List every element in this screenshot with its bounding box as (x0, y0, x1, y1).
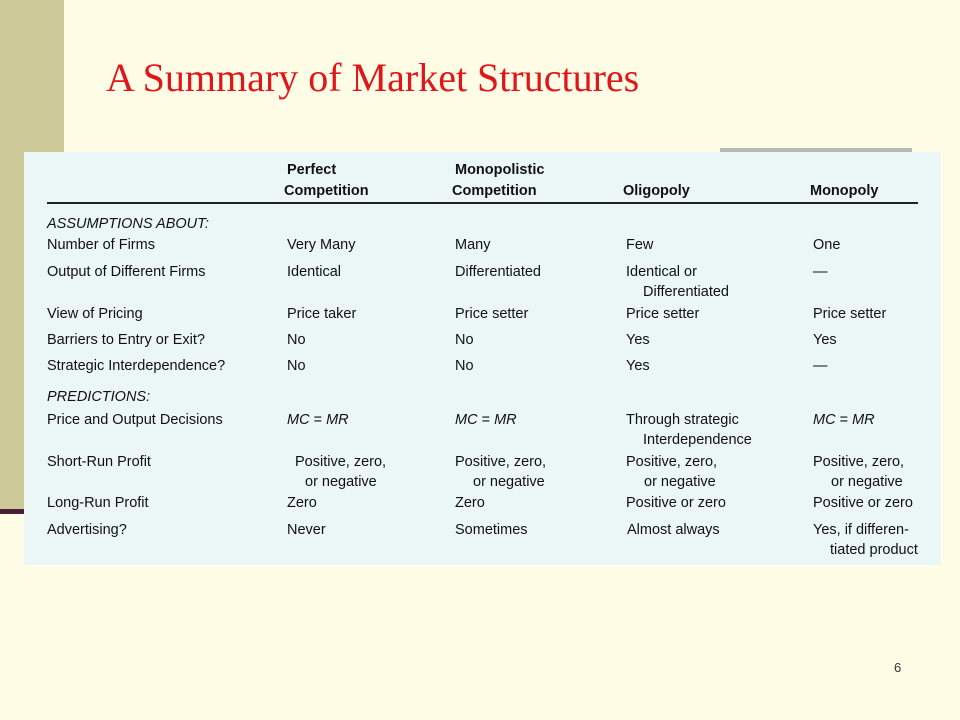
row-label: Number of Firms (47, 237, 155, 253)
table-cell: Differentiated (455, 264, 541, 280)
row-label: Long-Run Profit (47, 495, 149, 511)
page-number: 6 (894, 660, 902, 675)
table-cell: Very Many (287, 237, 356, 253)
section-heading-assumptions: ASSUMPTIONS ABOUT: (47, 216, 209, 232)
table-cell: Positive, zero, (295, 454, 387, 470)
header-rule (47, 202, 918, 204)
row-label: Barriers to Entry or Exit? (47, 332, 205, 348)
table-cell: — (813, 358, 828, 374)
column-header-monopoly: Monopoly (810, 183, 879, 199)
table-cell: Positive, zero, (626, 454, 718, 470)
table-cell: Positive or zero (626, 495, 726, 511)
slide-title: A Summary of Market Structures (106, 55, 640, 100)
table-cell: Yes (626, 358, 650, 374)
table-cell: Sometimes (455, 522, 528, 538)
table-cell: Price setter (813, 306, 887, 322)
table-cell: Identical or (626, 264, 697, 280)
table-cell: No (287, 332, 306, 348)
table-cell: Zero (455, 495, 485, 511)
table-cell: Yes, if differen- (813, 522, 909, 538)
table-cell: or negative (644, 474, 716, 490)
column-header-oligopoly: Oligopoly (623, 183, 690, 199)
table-cell: Interdependence (643, 432, 752, 448)
table-cell: Positive, zero, (455, 454, 547, 470)
column-header-monopolistic-competition: Competition (452, 183, 537, 199)
table-cell: Identical (287, 264, 342, 280)
section-heading-predictions: PREDICTIONS: (47, 389, 151, 405)
table-cell: Yes (813, 332, 837, 348)
column-header-monopolistic-competition-line1: Monopolistic (455, 162, 545, 178)
table-cell: Many (455, 237, 491, 253)
row-label: Advertising? (47, 522, 127, 538)
table-cell: Yes (626, 332, 650, 348)
table-cell: Price taker (287, 306, 357, 322)
table-cell: Zero (287, 495, 317, 511)
table-cell: Few (626, 237, 654, 253)
table-cell: No (455, 358, 474, 374)
table-cell: — (813, 264, 828, 280)
table-cell: Through strategic (626, 412, 739, 428)
table-cell: MC = MR (287, 412, 349, 428)
table-cell: Differentiated (643, 284, 729, 300)
table-cell: Price setter (626, 306, 700, 322)
table-cell: Never (287, 522, 326, 538)
column-header-perfect-competition: Competition (284, 183, 369, 199)
table-cell: MC = MR (813, 412, 875, 428)
table-cell: or negative (473, 474, 545, 490)
table-cell: Positive, zero, (813, 454, 905, 470)
column-header-perfect-competition-line1: Perfect (287, 162, 337, 178)
row-label: View of Pricing (47, 306, 143, 322)
row-label: Price and Output Decisions (47, 412, 223, 428)
table-cell: MC = MR (455, 412, 517, 428)
table-cell: Almost always (627, 522, 720, 538)
table-cell: Price setter (455, 306, 529, 322)
row-label: Strategic Interdependence? (47, 358, 226, 374)
table-cell: tiated product (830, 542, 918, 558)
row-label: Short-Run Profit (47, 454, 151, 470)
table-cell: or negative (831, 474, 903, 490)
table-cell: or negative (305, 474, 377, 490)
row-label: Output of Different Firms (47, 264, 206, 280)
table-cell: One (813, 237, 841, 253)
table-cell: No (455, 332, 474, 348)
table-cell: No (287, 358, 306, 374)
table-cell: Positive or zero (813, 495, 913, 511)
